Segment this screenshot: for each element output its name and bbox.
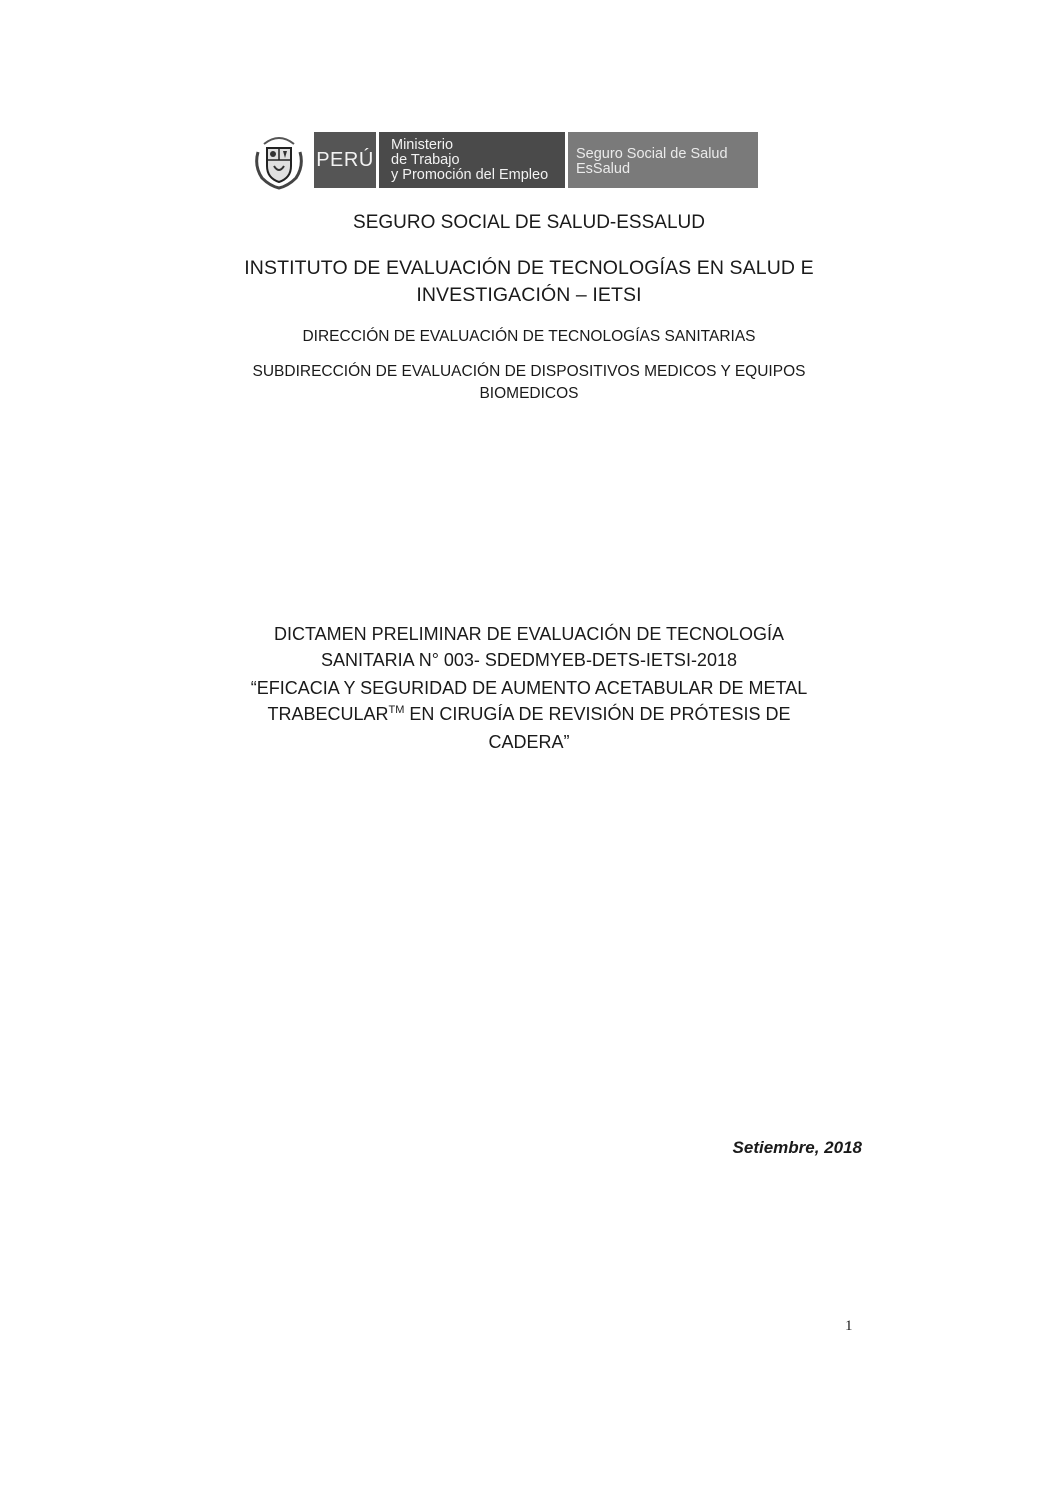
document-title-line1: DICTAMEN PRELIMINAR DE EVALUACIÓN DE TECNOLOGÍA <box>273 624 785 644</box>
direction-name: DIRECCIÓN DE EVALUACIÓN DE TECNOLOGÍAS SANITARIAS <box>302 328 756 345</box>
subdirection-name-line1: SUBDIRECCIÓN DE EVALUACIÓN DE DISPOSITIVOS MEDICOS Y EQUIPOS <box>252 363 806 380</box>
trademark-superscript: TM <box>388 704 405 716</box>
subdirection-name-line2: BIOMEDICOS <box>479 385 579 402</box>
ministry-label <box>379 132 565 188</box>
title-text: EN CIRUGÍA DE REVISIÓN DE PRÓTESIS DE <box>404 704 791 724</box>
title-text: TRABECULAR <box>267 704 389 724</box>
institute-name-line1: INSTITUTO DE EVALUACIÓN DE TECNOLOGÍAS EN SALUD E <box>244 257 814 279</box>
document-title-line4 <box>0 704 1058 725</box>
header-logo-strip <box>250 128 758 192</box>
document-title-line5: CADERA” <box>488 732 570 752</box>
document-title-line2: SANITARIA N° 003- SDEDMYEB-DETS-IETSI-2018 <box>321 650 737 670</box>
institute-name-line2: INVESTIGACIÓN – IETSI <box>416 284 642 306</box>
ministry-line: Ministerio <box>391 137 454 153</box>
peru-coat-of-arms-icon <box>250 128 308 192</box>
essalud-label <box>568 132 758 188</box>
document-title-line3: “EFICACIA Y SEGURIDAD DE AUMENTO ACETABULAR DE METAL <box>250 678 808 698</box>
peru-label: PERÚ <box>314 132 376 188</box>
document-date: Setiembre, 2018 <box>732 1138 862 1157</box>
ministry-line: de Trabajo <box>391 152 460 168</box>
institution-name: SEGURO SOCIAL DE SALUD-ESSALUD <box>353 212 705 233</box>
page-number: 1 <box>845 1318 853 1334</box>
essalud-line: Seguro Social de Salud <box>576 146 728 162</box>
essalud-line: EsSalud <box>576 161 631 177</box>
ministry-line: y Promoción del Empleo <box>391 167 549 183</box>
